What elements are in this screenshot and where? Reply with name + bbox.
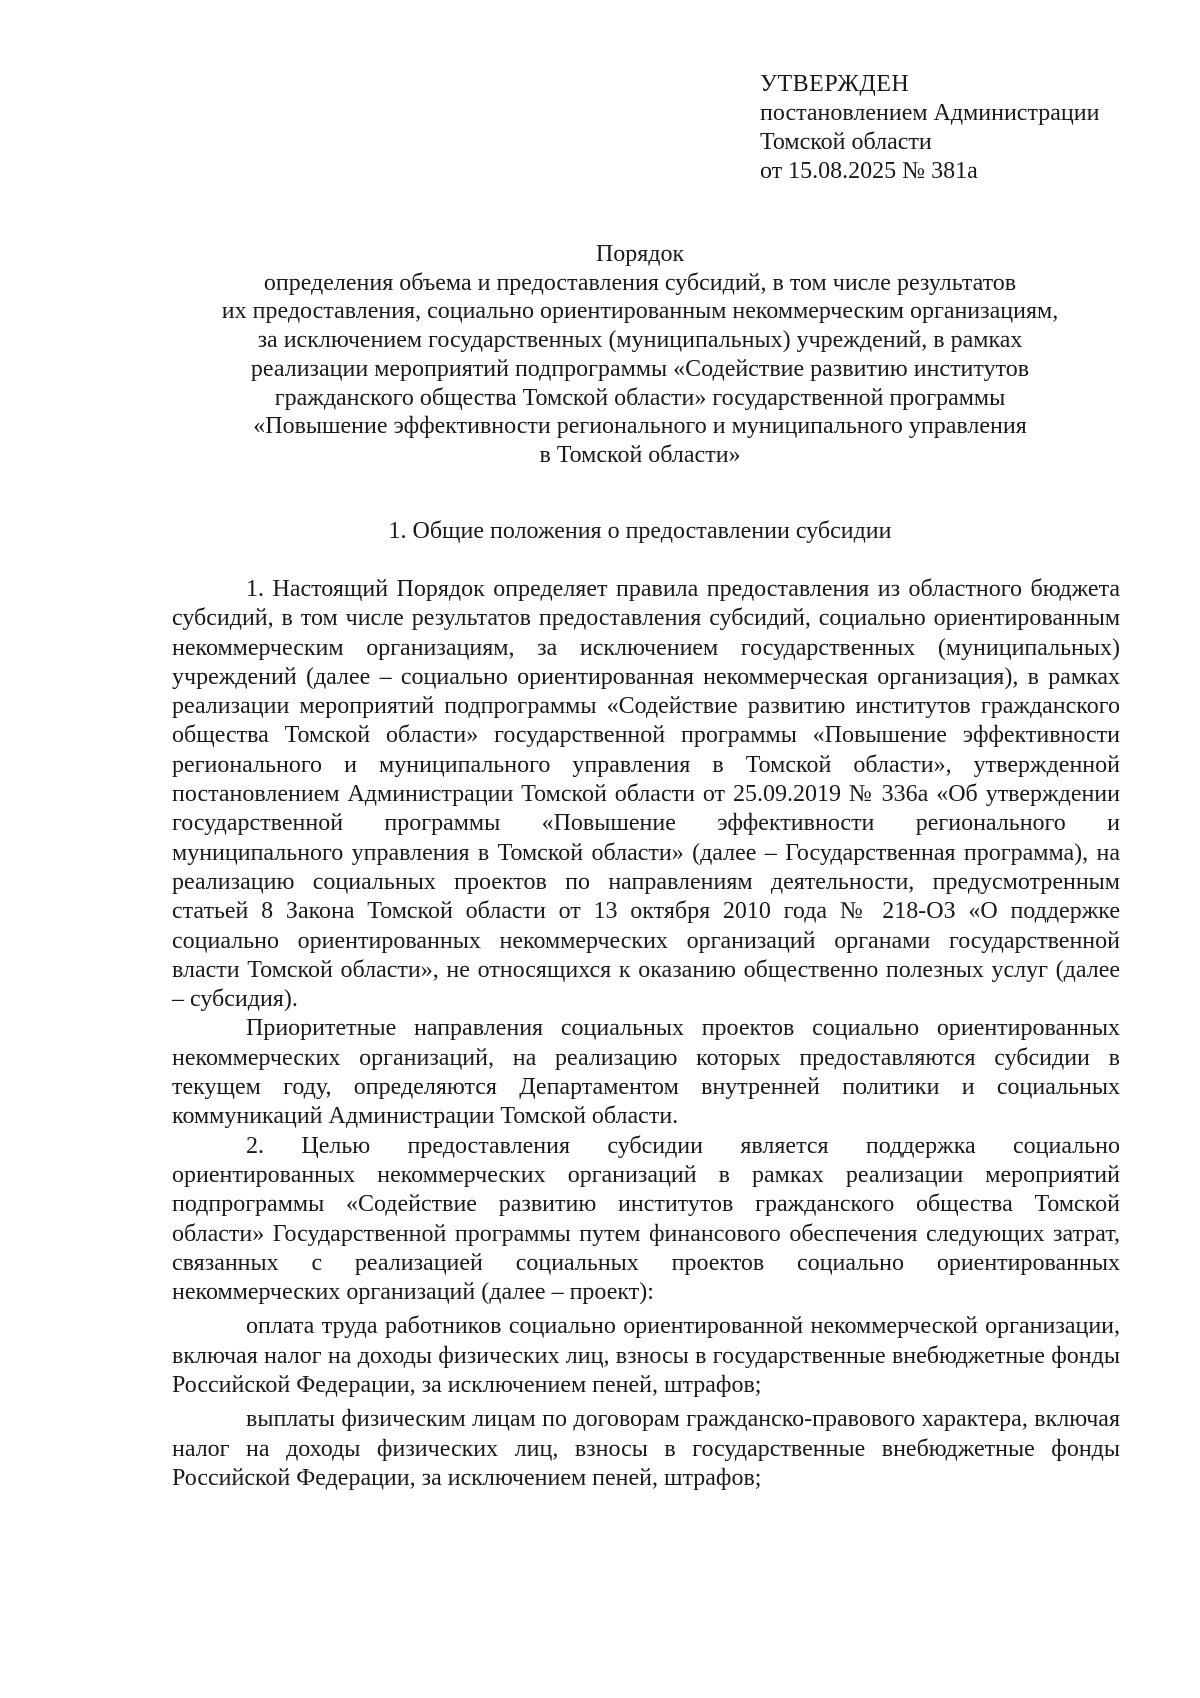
- title-line: в Томской области»: [539, 441, 741, 468]
- title-heading: Порядок: [595, 241, 685, 267]
- title-line: гражданского общества Томской области» государственной программы: [274, 384, 1006, 411]
- title-line: реализации мероприятий подпрограммы «Содействие развитию институтов: [250, 355, 1030, 382]
- approval-title: УТВЕРЖДЕН: [760, 71, 910, 97]
- paragraph-1: 1. Настоящий Порядок определяет правила предоставления из областного бюджета субсидий, в том числе результатов предоставления субсидий, социально ориентированным некоммерческим организациям, за исключением государственных (муниципальных) учреждений (далее – социально ориентированная некоммерческая организация), в рамках реализации мероприятий подпрограммы «Содействие развитию институтов гражданского общества Томской области» государственной программы «Повышение эффективности регионального и муниципального управления в Томской области», утвержденной постановлением Администрации Томской области от 25.09.2019 № 336а «Об утверждении государственной программы «Повышение эффективности регионального и муниципального управления в Томской области» (далее – Государственная программа), на реализацию социальных проектов по направлениям деятельности, предусмотренным статьей 8 Закона Томской области от 13 октября 2010 года № 218-ОЗ «О поддержке социально ориентированных некоммерческих организаций органами государственной власти Томской области», не относящихся к оказанию общественно полезных услуг (далее – субсидия).: [172, 576, 1120, 1013]
- approval-region: Томской области: [760, 129, 932, 155]
- title-line: за исключением государственных (муниципальных) учреждений, в рамках: [257, 327, 1023, 354]
- paragraph-2: 2. Целью предоставления субсидии является поддержка социально ориентированных некоммерческих организаций в рамках реализации мероприятий подпрограммы «Содействие развитию институтов гражданского общества Томской области» Государственной программы путем финансового обеспечения следующих затрат, связанных с реализацией социальных проектов социально ориентированных некоммерческих организаций (далее – проект):: [172, 1132, 1120, 1306]
- paragraph-labor-payment: оплата труда работников социально ориентированной некоммерческой организации, включая налог на доходы физических лиц, взносы в государственные внебюджетные фонды Российской Федерации, за исключением пеней, штрафов;: [172, 1313, 1120, 1399]
- approval-date-number: от 15.08.2025 № 381а: [760, 158, 978, 184]
- approval-stamp: [760, 70, 1140, 186]
- approval-authority: постановлением Администрации: [760, 100, 1100, 126]
- paragraph-priority-directions: Приоритетные направления социальных проектов социально ориентированных некоммерческих организаций, на реализацию которых предоставляются субсидии в текущем году, определяются Департаментом внутренней политики и социальных коммуникаций Администрации Томской области.: [172, 1015, 1120, 1130]
- section-heading: 1. Общие положения о предоставлении субсидии: [388, 518, 892, 544]
- paragraph-civil-contracts: выплаты физическим лицам по договорам гражданско-правового характера, включая налог на доходы физических лиц, взносы в государственные внебюджетные фонды Российской Федерации, за исключением пеней, штрафов;: [172, 1406, 1120, 1491]
- title-line: «Повышение эффективности регионального и муниципального управления: [253, 413, 1027, 440]
- title-line: определения объема и предоставления субсидий, в том числе результатов: [263, 269, 1017, 296]
- document-title: [140, 240, 1140, 470]
- title-line: их предоставления, социально ориентированным некоммерческим организациям,: [221, 298, 1059, 325]
- document-body: [172, 575, 1120, 1493]
